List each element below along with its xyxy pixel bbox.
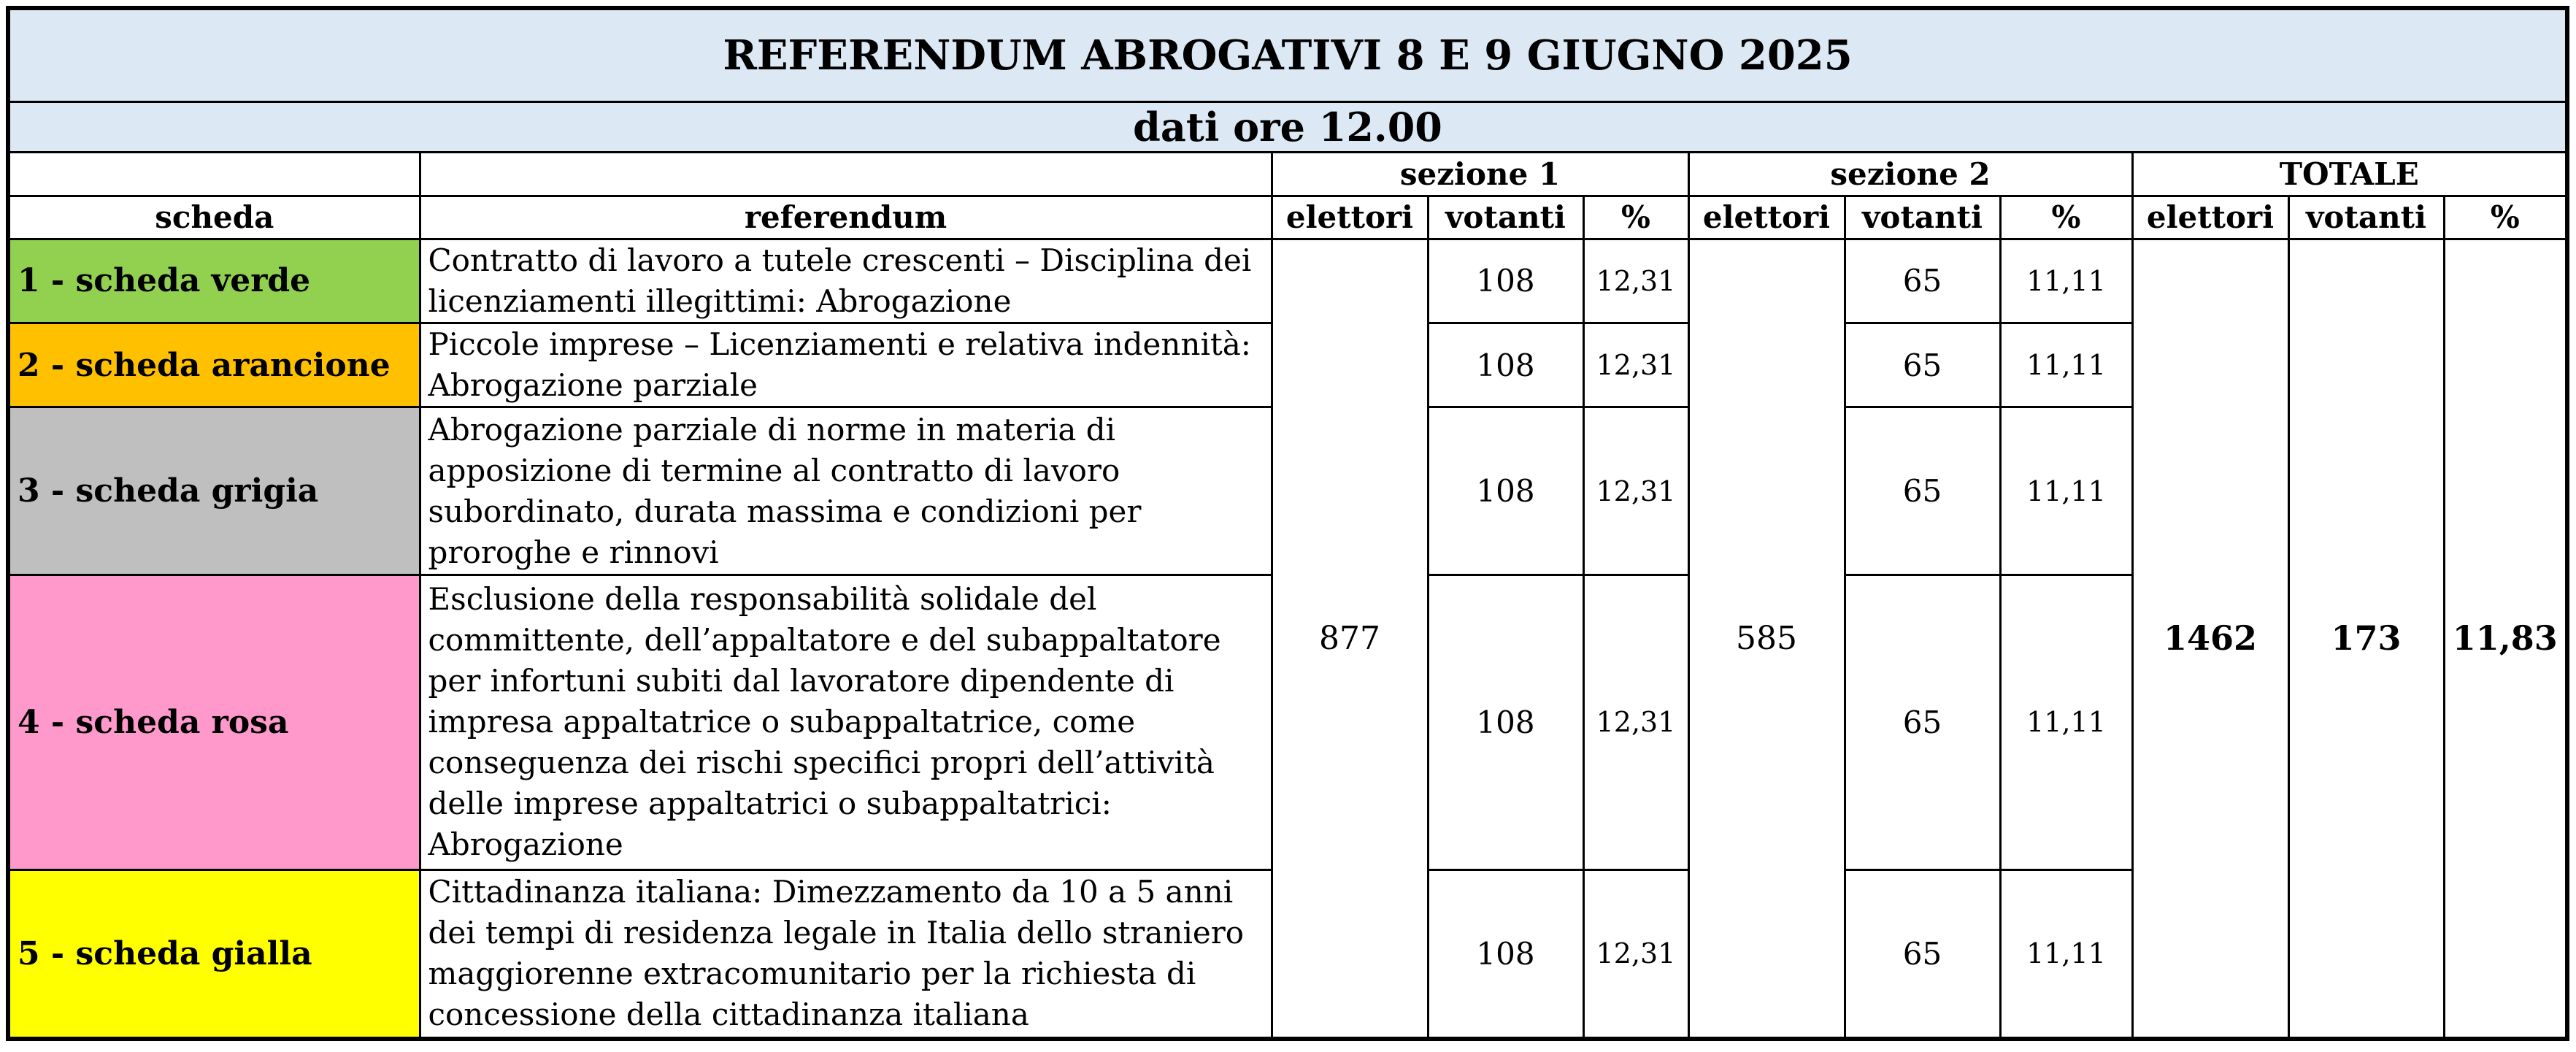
referendum-description: Esclusione della responsabilità solidale del committente, dell’appaltatore e del subappaltatore per infortuni subiti dal lavoratore dipendente di impresa appaltatrice o subappaltatrice, come conseguenza dei rischi specifici propri dell’attività delle imprese appaltatrici o subappaltatrici: Abrogazione (420, 575, 1272, 869)
s1-pct-value: 12,31 (1583, 869, 1688, 1039)
s2-pct-value: 11,11 (2000, 239, 2132, 323)
table-subtitle: dati ore 12.00 (8, 102, 2567, 153)
s1-votanti-value: 108 (1428, 869, 1583, 1039)
referendum-table (6, 6, 2569, 1041)
s1-votanti-value: 108 (1428, 575, 1583, 869)
s1-votanti-value: 108 (1428, 239, 1583, 323)
col-header-tot-elettori: elettori (2132, 196, 2288, 239)
s2-votanti-value: 65 (1845, 869, 2000, 1039)
s1-pct-value: 12,31 (1583, 323, 1688, 407)
referendum-description: Abrogazione parziale di norme in materia di apposizione di termine al contratto di lavoro subordinato, durata massima e condizioni per proroghe e rinnovi (420, 407, 1272, 575)
col-header-s2-votanti: votanti (1845, 196, 2000, 239)
scheda-rosa-cell: 4 - scheda rosa (8, 575, 420, 869)
s2-pct-value: 11,11 (2000, 323, 2132, 407)
s1-pct-value: 12,31 (1583, 575, 1688, 869)
referendum-description: Cittadinanza italiana: Dimezzamento da 10 a 5 anni dei tempi di residenza legale in Italia dello straniero maggiorenne extracomunitario per la richiesta di concessione della cittadinanza italiana (420, 869, 1272, 1039)
s2-votanti-value: 65 (1845, 323, 2000, 407)
scheda-verde-cell: 1 - scheda verde (8, 239, 420, 323)
scheda-gialla-cell: 5 - scheda gialla (8, 869, 420, 1039)
totale-votanti-value: 173 (2288, 239, 2444, 1039)
referendum-table-wrapper (6, 6, 2565, 1041)
empty-header-cell (420, 153, 1272, 196)
table-row (8, 239, 2567, 323)
s2-pct-value: 11,11 (2000, 869, 2132, 1039)
col-header-s2-pct: % (2000, 196, 2132, 239)
col-header-scheda: scheda (8, 196, 420, 239)
col-header-s1-votanti: votanti (1428, 196, 1583, 239)
s2-votanti-value: 65 (1845, 407, 2000, 575)
col-header-tot-votanti: votanti (2288, 196, 2444, 239)
referendum-description: Contratto di lavoro a tutele crescenti – Disciplina dei licenziamenti illegittimi: Abrogazione (420, 239, 1272, 323)
totale-header: TOTALE (2132, 153, 2567, 196)
col-header-s2-elettori: elettori (1688, 196, 1845, 239)
col-header-tot-pct: % (2444, 196, 2567, 239)
s1-votanti-value: 108 (1428, 323, 1583, 407)
scheda-arancione-cell: 2 - scheda arancione (8, 323, 420, 407)
s2-pct-value: 11,11 (2000, 575, 2132, 869)
referendum-description: Piccole imprese – Licenziamenti e relativa indennità: Abrogazione parziale (420, 323, 1272, 407)
s1-pct-value: 12,31 (1583, 239, 1688, 323)
col-header-referendum: referendum (420, 196, 1272, 239)
totale-pct-value: 11,83 (2444, 239, 2567, 1039)
s2-votanti-value: 65 (1845, 239, 2000, 323)
s2-votanti-value: 65 (1845, 575, 2000, 869)
s2-pct-value: 11,11 (2000, 407, 2132, 575)
s1-elettori-value: 877 (1272, 239, 1428, 1039)
totale-elettori-value: 1462 (2132, 239, 2288, 1039)
scheda-grigia-cell: 3 - scheda grigia (8, 407, 420, 575)
section-1-header: sezione 1 (1272, 153, 1688, 196)
s2-elettori-value: 585 (1688, 239, 1845, 1039)
s1-pct-value: 12,31 (1583, 407, 1688, 575)
section-2-header: sezione 2 (1688, 153, 2132, 196)
col-header-s1-pct: % (1583, 196, 1688, 239)
empty-header-cell (8, 153, 420, 196)
s1-votanti-value: 108 (1428, 407, 1583, 575)
table-title: REFERENDUM ABROGATIVI 8 E 9 GIUGNO 2025 (8, 8, 2567, 102)
col-header-s1-elettori: elettori (1272, 196, 1428, 239)
